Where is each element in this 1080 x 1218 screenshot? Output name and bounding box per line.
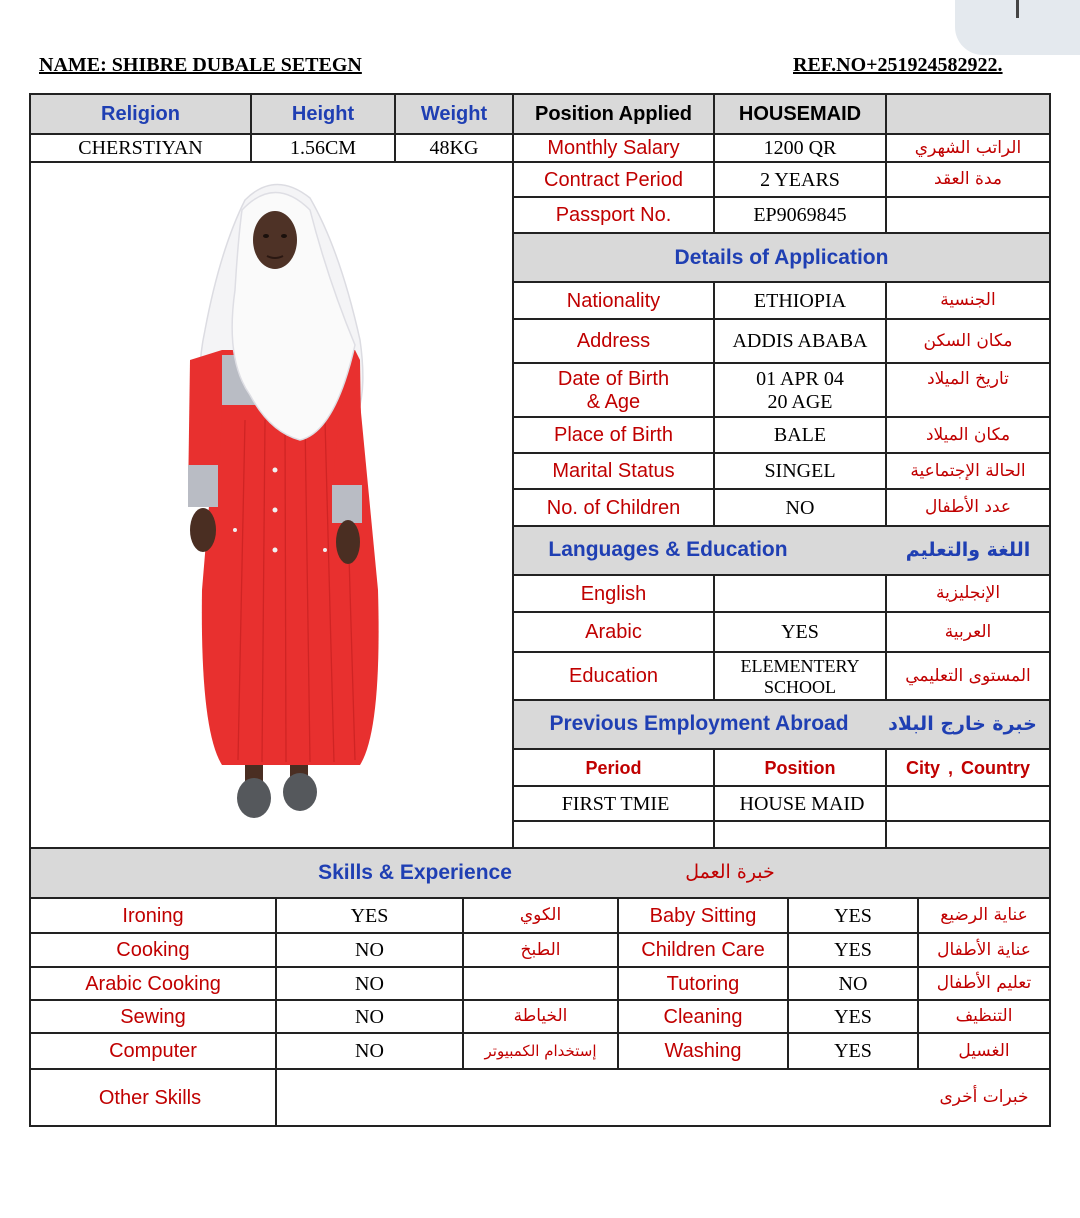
skill-baby-sitting-arabic: عناية الرضيع	[940, 905, 1028, 926]
skill-ironing-value: YES	[350, 904, 389, 927]
employment-city-value	[886, 787, 1050, 821]
skill-baby-sitting-label: Baby Sitting	[649, 904, 757, 927]
arabic-value: YES	[781, 621, 819, 643]
english-arabic: الإنجليزية	[935, 583, 1001, 604]
other-skills-arabic: خبرات أخرى	[939, 1087, 1029, 1108]
skill-cleaning-label: Cleaning	[663, 1005, 743, 1028]
position-applied-label: Position Applied	[534, 102, 693, 125]
marital-status-label: Marital Status	[552, 460, 675, 482]
passport-arabic	[886, 198, 1050, 233]
passport-value: EP9069845	[753, 204, 847, 226]
contract-period-arabic: مدة العقد	[934, 169, 1002, 190]
skill-arabic-cooking-label: Arabic Cooking	[85, 972, 221, 995]
address-value: ADDIS ABABA	[732, 330, 868, 352]
children-arabic: عدد الأطفال	[924, 497, 1012, 518]
skill-computer-label: Computer	[109, 1040, 197, 1062]
marital-status-value: SINGEL	[764, 460, 836, 482]
skill-cooking-arabic: الطبخ	[520, 939, 561, 960]
religion-value: CHERSTIYAN	[78, 137, 203, 159]
skills-heading: Skills & Experience	[318, 860, 512, 884]
skill-sewing-value: NO	[355, 1005, 384, 1028]
skill-ironing-label: Ironing	[122, 904, 184, 927]
skill-tutoring-arabic: تعليم الأطفال	[936, 973, 1032, 994]
skills-band	[30, 849, 1050, 897]
marital-status-arabic: الحالة الإجتماعية	[910, 460, 1026, 481]
contract-period-value: 2 YEARS	[760, 168, 840, 191]
candidate-name: NAME: SHIBRE DUBALE SETEGN	[39, 54, 362, 76]
height-label: Height	[291, 102, 355, 125]
children-value: NO	[785, 496, 815, 519]
age-value: 20 AGE	[767, 390, 833, 413]
skill-ironing-arabic: الكوي	[519, 905, 562, 926]
scroll-indicator	[1016, 0, 1019, 18]
age-label: & Age	[586, 390, 641, 413]
dob-label: Date of Birth	[557, 367, 670, 390]
education-value-cell	[714, 653, 886, 700]
skill-cooking-label: Cooking	[116, 939, 190, 961]
languages-heading: Languages & Education	[548, 538, 788, 562]
weight-value: 48KG	[429, 137, 479, 159]
employment-heading: Previous Employment Abroad	[549, 712, 849, 736]
skill-cooking-value: NO	[355, 939, 384, 961]
nationality-arabic: الجنسية	[940, 290, 996, 311]
skill-tutoring-value: NO	[838, 972, 868, 995]
skill-tutoring-label: Tutoring	[666, 972, 740, 995]
skill-washing-value: YES	[834, 1040, 872, 1062]
arabic-label: Arabic	[585, 621, 642, 643]
reference-number: REF.NO+251924582922.	[793, 54, 1003, 76]
nationality-label: Nationality	[566, 289, 661, 312]
english-value	[714, 576, 886, 612]
skill-cleaning-arabic: التنظيف	[955, 1006, 1013, 1027]
skill-computer-value: NO	[355, 1040, 384, 1062]
period-header: Period	[585, 757, 642, 778]
place-of-birth-value: BALE	[773, 424, 827, 446]
weight-label: Weight	[420, 102, 488, 125]
monthly-salary-arabic: الراتب الشهري	[914, 137, 1022, 158]
position-applied-value: HOUSEMAID	[738, 102, 862, 125]
height-value: 1.56CM	[289, 137, 357, 159]
education-arabic: المستوى التعليمي	[905, 665, 1031, 686]
skill-sewing-label: Sewing	[120, 1005, 186, 1028]
details-heading: Details of Application	[674, 245, 889, 269]
city-country-separator: ,	[948, 757, 954, 778]
employment-position-value: HOUSE MAID	[739, 792, 865, 815]
country-header: Country	[961, 757, 1031, 778]
position-header: Position	[764, 757, 836, 778]
skill-children-care-value: YES	[834, 939, 872, 961]
education-value-2: SCHOOL	[763, 676, 836, 697]
skills-heading-arabic: خبرة العمل	[685, 861, 775, 884]
employment-period-value: FIRST TMIE	[561, 792, 670, 815]
skill-cleaning-value: YES	[834, 1005, 872, 1028]
dob-value-cell	[714, 364, 886, 417]
dob-label-cell	[513, 364, 714, 417]
skill-computer-arabic: إستخدام الكمبيوتر	[484, 1041, 597, 1060]
skill-arabic-cooking-arabic	[463, 968, 618, 1000]
skill-children-care-label: Children Care	[641, 939, 765, 961]
education-value: ELEMENTERY	[740, 655, 860, 676]
skill-sewing-arabic: الخياطة	[513, 1006, 568, 1027]
monthly-salary-label: Monthly Salary	[547, 137, 680, 159]
english-label: English	[580, 582, 647, 605]
skill-baby-sitting-value: YES	[834, 904, 872, 927]
education-label: Education	[569, 665, 658, 687]
dob-value: 01 APR 04	[756, 367, 844, 390]
dob-arabic: تاريخ الميلاد	[927, 369, 1009, 390]
contract-period-label: Contract Period	[544, 168, 683, 191]
arabic-arabic: العربية	[944, 621, 992, 642]
candidate-photo	[150, 170, 440, 840]
skill-arabic-cooking-value: NO	[355, 972, 384, 995]
skill-children-care-arabic: عناية الأطفال	[937, 939, 1031, 960]
passport-label: Passport No.	[555, 204, 672, 226]
monthly-salary-value: 1200 QR	[763, 137, 837, 159]
skill-washing-label: Washing	[664, 1040, 742, 1062]
city-country-header	[886, 750, 1050, 786]
children-label: No. of Children	[546, 496, 681, 519]
place-of-birth-arabic: مكان الميلاد	[925, 424, 1011, 445]
other-skills-label: Other Skills	[98, 1086, 202, 1109]
nationality-value: ETHIOPIA	[753, 289, 847, 312]
employment-heading-arabic: خبرة خارج البلاد	[888, 712, 1037, 735]
religion-label: Religion	[101, 102, 180, 125]
skill-washing-arabic: الغسيل	[958, 1040, 1010, 1061]
address-label: Address	[576, 330, 651, 352]
place-of-birth-label: Place of Birth	[554, 424, 673, 446]
address-arabic: مكان السكن	[923, 330, 1013, 351]
languages-heading-arabic: اللغة والتعليم	[905, 538, 1031, 561]
city-header: City	[905, 757, 940, 778]
